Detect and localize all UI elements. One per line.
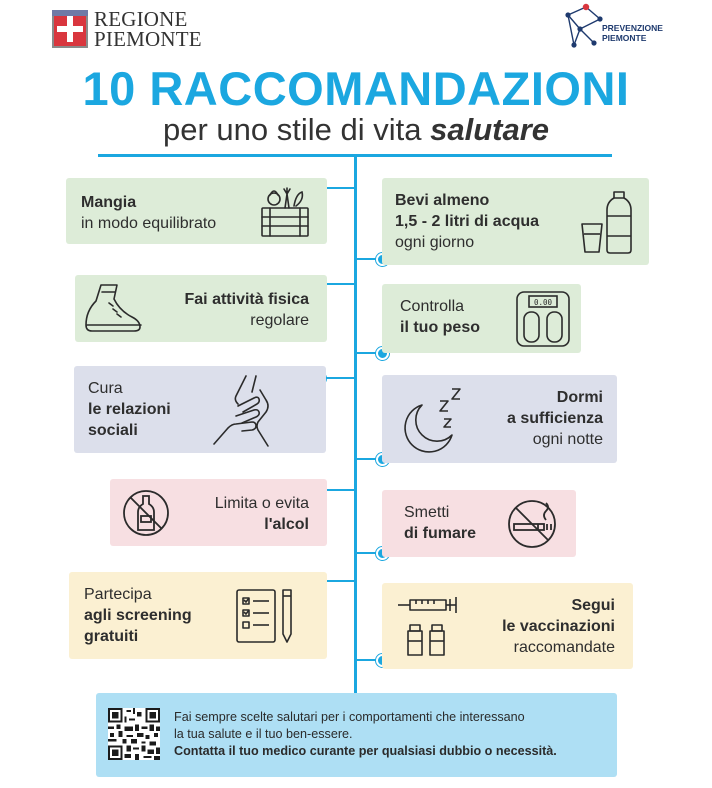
regione-piemonte-logo [52,9,202,49]
footer-line3: Contatta il tuo medico curante per qualsiasi dubbio o necessità. [174,744,557,758]
card-5-line2: le relazioni [88,401,171,418]
card-6-line2: a sufficienza [506,410,603,427]
card-5-line3: sociali [88,422,138,439]
subtitle-plain: per uno stile di vita [163,112,431,147]
card-alcol [110,479,327,546]
no-smoking-icon [506,498,558,550]
weight-scale-icon [515,290,571,348]
card-8-line1: Smetti [404,504,450,521]
card-9-line2: agli screening [84,607,192,624]
card-10-line1: Segui [571,597,615,614]
subtitle-bold: salutare [430,112,549,147]
prevenzione-logo-line1: PREVENZIONE [602,23,663,33]
card-fumare [382,490,576,557]
card-peso [382,284,581,353]
checklist-pencil-icon [235,584,297,646]
card-2-line2: 1,5 - 2 litri di acqua [395,213,540,230]
card-vaccinazioni [382,583,633,669]
card-screening [69,572,327,659]
card-bevi [382,178,649,265]
card-1-line2: in modo equilibrato [81,215,217,232]
card-2-line3: ogni giorno [395,234,475,251]
card-mangia [66,178,327,244]
card-5-line1: Cura [88,380,123,397]
card-dormi [382,375,617,463]
no-alcohol-icon [121,488,171,538]
card-relazioni [74,366,326,453]
card-6-line3: ogni notte [532,431,603,448]
syringe-vials-icon [396,593,468,659]
prevenzione-piemonte-logo [560,3,670,51]
card-9-line1: Partecipa [84,586,152,603]
card-1-line1: Mangia [81,194,137,211]
prevenzione-logo-line2: PIEMONTE [602,33,647,43]
qr-code-icon[interactable] [108,708,160,760]
card-3-line1: Fai attività fisica [184,291,309,308]
water-bottle-glass-icon [580,190,636,254]
moon-sleep-icon [400,383,472,455]
page-subtitle [0,112,712,148]
card-8-line2: di fumare [404,525,477,542]
scale-display: 0.00 [533,298,553,307]
running-shoe-icon [83,281,143,337]
card-2-line1: Bevi almeno [395,192,490,209]
card-4-line1: Controlla [400,298,465,315]
card-9-line3: gratuiti [84,628,139,645]
card-10-line3: raccomandate [513,639,615,656]
regione-crest-icon [52,10,88,48]
footer-info-box [96,693,617,777]
page-title: 10 RACCOMANDAZIONI [82,62,630,115]
regione-logo-line2: PIEMONTE [94,27,202,51]
footer-line2: la tua salute e il tuo ben-essere. [174,727,353,741]
card-7-line1: Limita o evita [214,495,309,512]
card-attivita [75,275,327,342]
regione-logo-line1: REGIONE [94,7,188,31]
card-4-line2: il tuo peso [400,319,480,336]
timeline-line [354,156,357,700]
card-6-line1: Dormi [556,389,603,406]
connector-5 [322,377,355,379]
card-7-line2: l'alcol [264,516,309,533]
card-10-line2: le vaccinazioni [502,618,615,635]
holding-hands-icon [210,372,274,448]
card-3-line2: regolare [250,312,309,329]
footer-line1: Fai sempre scelte salutari per i comportamenti che interessano [174,710,525,724]
vegetable-crate-icon [258,186,314,238]
